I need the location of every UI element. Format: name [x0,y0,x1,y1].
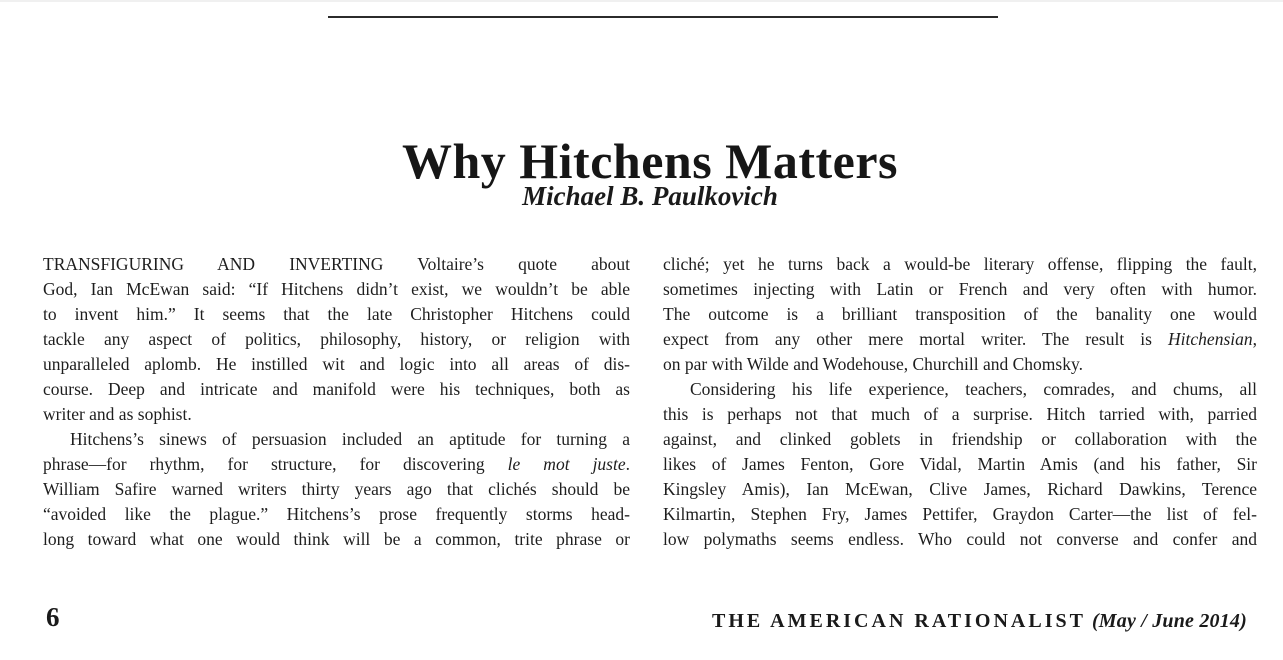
body-line: TRANSFIGURING AND INVERTING Voltaire’s quote about [43,254,630,274]
body-line: William Safire warned writers thirty years ago that clichés should be [43,479,630,499]
body-line: on par with Wilde and Wodehouse, Churchill and Chomsky. [663,354,1083,374]
body-line: unparalleled aplomb. He instilled wit and logic into all areas of dis- [43,354,630,374]
header-rule [328,16,998,18]
body-line: writer and as sophist. [43,404,192,424]
body-line: against, and clinked goblets in friendship or collaboration with the [663,429,1257,449]
body-line: phrase—for rhythm, for structure, for discovering le mot juste. [43,454,630,474]
body-line: low polymaths seems endless. Who could not converse and confer and [663,529,1257,549]
paragraph [43,427,630,552]
paragraph [663,252,1257,377]
paragraph [663,377,1257,552]
body-line: cliché; yet he turns back a would-be literary offense, flipping the fault, [663,254,1257,274]
body-line: Kilmartin, Stephen Fry, James Pettifer, Graydon Carter—the list of fel- [663,504,1257,524]
body-line: The outcome is a brilliant transposition of the banality one would [663,304,1257,324]
article-title: Why Hitchens Matters [401,132,899,189]
journal-issue: (May / June 2014) [1091,610,1247,632]
body-line: tackle any aspect of politics, philosophy, history, or religion with [43,329,630,349]
paragraph [43,252,630,427]
text-column-right [663,252,1257,552]
body-line: this is perhaps not that much of a surprise. Hitch tarried with, parried [663,404,1257,424]
body-line: to invent him.” It seems that the late Christopher Hitchens could [43,304,630,324]
journal-footer [712,607,1247,635]
body-line: Hitchens’s sinews of persuasion included an aptitude for turning a [70,429,630,449]
body-line: likes of James Fenton, Gore Vidal, Martin Amis (and his father, Sir [663,454,1257,474]
body-line: God, Ian McEwan said: “If Hitchens didn’t exist, we wouldn’t be able [43,279,630,299]
body-line: Kingsley Amis), Ian McEwan, Clive James, Richard Dawkins, Terence [663,479,1257,499]
journal-name: THE AMERICAN RATIONALIST [712,610,1086,632]
body-line: course. Deep and intricate and manifold were his techniques, both as [43,379,630,399]
body-line: long toward what one would think will be a common, trite phrase or [43,529,630,549]
body-line: Considering his life experience, teachers, comrades, and chums, all [690,379,1257,399]
body-line: expect from any other mere mortal writer. The result is Hitchensian, [663,329,1257,349]
page-number: 6 [46,602,60,632]
body-line: “avoided like the plague.” Hitchens’s prose frequently storms head- [43,504,630,524]
body-line: sometimes injecting with Latin or French and very often with humor. [663,279,1257,299]
article-author: Michael B. Paulkovich [522,181,778,211]
page-top-edge [0,0,1283,2]
text-column-left [43,252,630,552]
